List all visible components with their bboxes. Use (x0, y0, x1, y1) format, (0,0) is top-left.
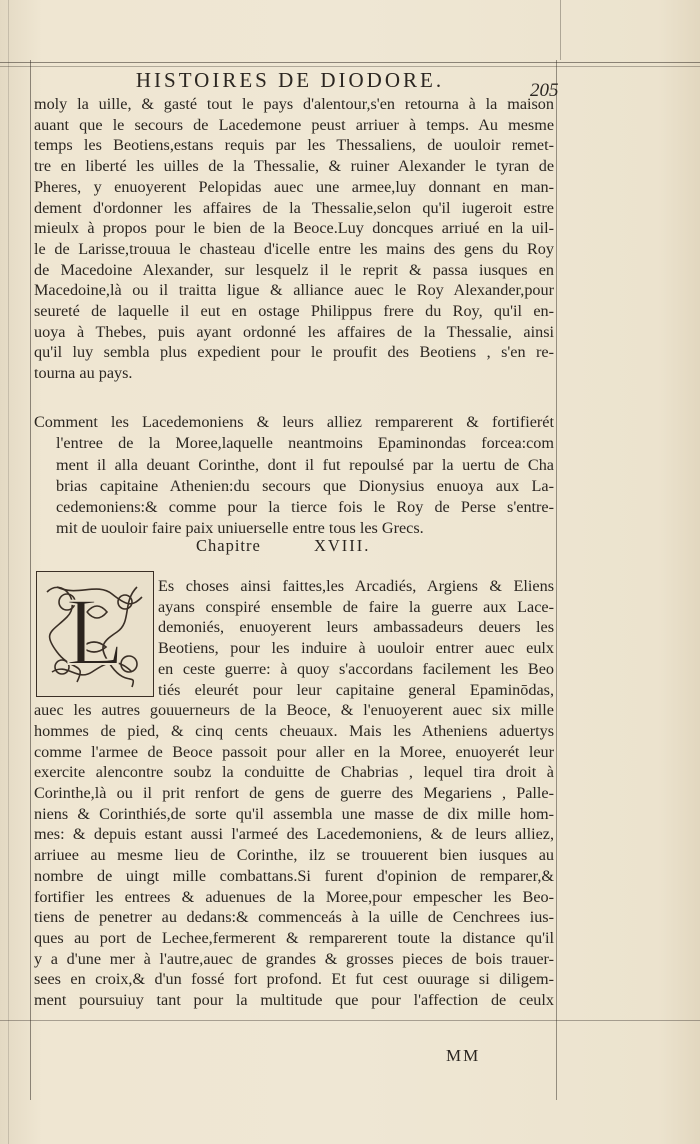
chapter-heading (34, 412, 554, 540)
chapter-numeral: XVIII. (313, 536, 371, 555)
text-line: de Macedoine Alexander, sur lesquelz il le reprit & passa iusques en (34, 260, 554, 279)
chapter-number (196, 536, 496, 556)
frame-rule-top (0, 62, 700, 63)
heading-line: cedemoniens:& comme pour la tierce fois le Roy de Perse s'entre- (56, 498, 554, 517)
text-line: moly la uille, & gasté tout le pays d'alentour,s'en retourna à la maison (34, 95, 554, 113)
catchword: MM (446, 1046, 481, 1065)
text-line: niens & Corinthiés,de sorte qu'il assembla une masse de dix mille hom- (34, 804, 554, 823)
text-line: Es choses ainsi faittes,les Arcadiés, Argiens & Eliens (158, 577, 554, 595)
heading-line: mit de uouloir faire paix uniuerselle entre tous les Grecs. (56, 519, 424, 538)
text-line: exercite alencontre soubz la conduitte de Chabrias , lequel tira droit à (34, 763, 554, 782)
text-line: ques au port de Lechee,fermerent & remparerent toute la distance qu'il (34, 928, 554, 947)
running-head: HISTOIRES DE DIODORE. (135, 68, 445, 92)
text-line: uoya à Thebes, puis ayant ordonné les affaires de la Thessalie, ainsi (34, 322, 554, 341)
text-line: ment poursuiuy tant pour la multitude que pour l'affection de ceulx (34, 991, 554, 1010)
frame-rule-right (556, 60, 557, 1100)
drop-cap-letter: L (65, 578, 125, 685)
text-line: en ceste guerre: à quoy s'accordans facilement les Beo (158, 659, 554, 678)
page-fold-line (8, 0, 9, 1144)
text-line: comme l'armee de Beoce passoit pour aller en la Moree, enuoyerét leur (34, 742, 554, 761)
text-line: nombre de uingt mille combattans.Si furent d'opinion de remparer,& (34, 866, 554, 885)
text-line: arriuee au mesme lieu de Corinthe, ilz se trouuerent bien iusques au (34, 846, 554, 865)
text-line: temps les Beotiens,estans requis par les Thessaliens, de uouloir remet- (34, 136, 554, 155)
text-line: mes: & depuis estant aussi l'armeé des Lacedemoniens, & de leurs alliez, (34, 825, 554, 844)
heading-line: l'entree de la Moree,laquelle neantmoins Epaminondas forcea:com (56, 434, 554, 453)
paragraph-1 (34, 94, 554, 384)
text-line: Beotiens, pour les induire à uouloir entrer auec eulx (158, 639, 554, 658)
text-line: y a d'une mer à l'autre,auec de grandes & grosses pieces de bois trauer- (34, 949, 554, 968)
text-line: seureté de laquelle il eut en ostage Philippus frere du Roy, qu'il en- (34, 302, 554, 321)
text-line: tiés eleurét pour leur capitaine general Epaminōdas, (158, 680, 554, 699)
chapter-label: Chapitre (196, 536, 261, 555)
heading-line: brias capitaine Athenien:du secours que Dionysius enuoya aux La- (56, 476, 554, 495)
heading-line: ment il alla deuant Corinthe, dont il fut repoulsé par la uertu de Cha (56, 455, 554, 474)
frame-rule-corner (560, 0, 561, 60)
text-line: qu'il luy sembla plus expedient pour le proufit des Beotiens , s'en re- (34, 343, 554, 362)
text-line: tourna au pays. (34, 364, 133, 383)
frame-rule-left (30, 60, 31, 1100)
text-line: dement d'ordonner les affaires de la Thessalie,selon qu'il iugeroit estre (34, 198, 554, 217)
text-line: mieulx à propos pour le bien de la Beoce.Luy doncques arriué en la uil- (34, 219, 554, 238)
text-line: auant que le secours de Lacedemone peust arriuer à temps. Au mesme (34, 115, 554, 134)
text-line: ayans conspiré ensemble de faire la guerre aux Lace- (158, 597, 554, 616)
text-line: sees en croix,& d'un fossé fort profond. Et fut cest ouurage si diligem- (34, 970, 554, 989)
frame-rule-top-inner (0, 66, 700, 67)
text-line: Macedoine,là ou il traitta ligue & alliance auec le Roy Alexander,pour (34, 281, 554, 300)
text-line: Corinthe,là ou il prit renfort de gens de guerre des Megariens , Palle- (34, 784, 554, 803)
heading-line: Comment les Lacedemoniens & leurs alliez remparerent & fortifierét (34, 413, 554, 431)
text-line: tre en liberté les uilles de la Thessalie, & ruiner Alexander le tyran de (34, 157, 554, 176)
text-line: tiens de penetrer au dedans:& commenceás à la uille de Cenchrees ius- (34, 908, 554, 927)
text-line: hommes de pied, & cinq cents cheuaux. Mais les Atheniens aduertys (34, 721, 554, 740)
text-line: demoniés, enuoyerent leurs ambassadeurs deuers les (158, 618, 554, 637)
page-number: 205 (530, 80, 559, 101)
text-line: le de Larisse,trouua le chasteau d'icelle entre les mains des gens du Roy (34, 239, 554, 258)
frame-rule-bottom (0, 1020, 700, 1021)
text-line: auec les autres gouuerneurs de la Beoce, & l'enuoyerent auec six mille (34, 701, 554, 720)
text-line: fortifier les entrees & aduenues de la Moree,pour empescher les Beo- (34, 887, 554, 906)
text-line: Pheres, y enuoyerent Pelopidas auec une armee,luy donnant en man- (34, 177, 554, 196)
paragraph-2 (34, 576, 554, 1011)
